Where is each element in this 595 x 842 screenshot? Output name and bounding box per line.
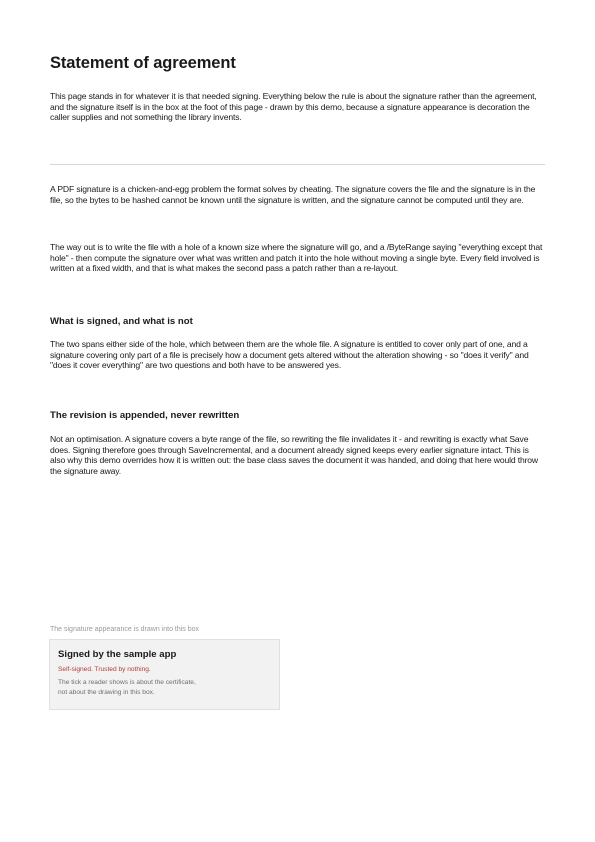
- body-paragraph-1: A PDF signature is a chicken-and-egg problem the format solves by cheating. The signature covers the file and the signature is in the file, so the bytes to be hashed cannot be known until the signature is written, and the signature cannot be computed until they are.: [50, 184, 536, 205]
- section-paragraph-what-is-signed: The two spans either side of the hole, which between them are the whole file. A signature is entitled to cover only part of one, and a signature covering only part of a file is precisely how a document gets altered without the alteration showing - so "does it verify" and "does it cover everything" are two questions and both have to be answered yes.: [50, 339, 529, 371]
- section-heading-what-is-signed: What is signed, and what is not: [50, 316, 193, 327]
- signature-title: Signed by the sample app: [58, 649, 177, 660]
- horizontal-rule: [50, 164, 545, 165]
- signature-box: [49, 639, 280, 710]
- page-title: Statement of agreement: [50, 54, 236, 72]
- signature-note-line-1: The tick a reader shows is about the certificate,: [58, 679, 196, 686]
- signature-note-line-2: not about the drawing in this box.: [58, 689, 155, 696]
- section-paragraph-revision-appended: Not an optimisation. A signature covers a byte range of the file, so rewriting the file invalidates it - and rewriting is exactly what Save does. Signing therefore goes through SaveIncremental, and a document already signed keeps every earlier signature intact. This is also why this demo overrides how it is written out: the base class saves the document it was handed, and doing that here would throw the signature away.: [50, 434, 538, 476]
- signature-trust-status: Self-signed. Trusted by nothing.: [58, 666, 151, 673]
- intro-paragraph: This page stands in for whatever it is that needed signing. Everything below the rule is about the signature rather than the agreement, and the signature itself is in the box at the foot of this page - drawn by this demo, because a signature appearance is decoration the caller supplies and not something the library invents.: [50, 91, 537, 123]
- body-paragraph-2: The way out is to write the file with a hole of a known size where the signature will go, and a /ByteRange saying "everything except that hole" - then compute the signature over what was written and patch it into the hole without moving a single byte. Every field involved is written at a fixed width, and that is what makes the second pass a patch rather than a re-layout.: [50, 242, 543, 274]
- section-heading-revision-appended: The revision is appended, never rewritten: [50, 410, 240, 421]
- signature-box-caption: The signature appearance is drawn into this box: [50, 626, 200, 633]
